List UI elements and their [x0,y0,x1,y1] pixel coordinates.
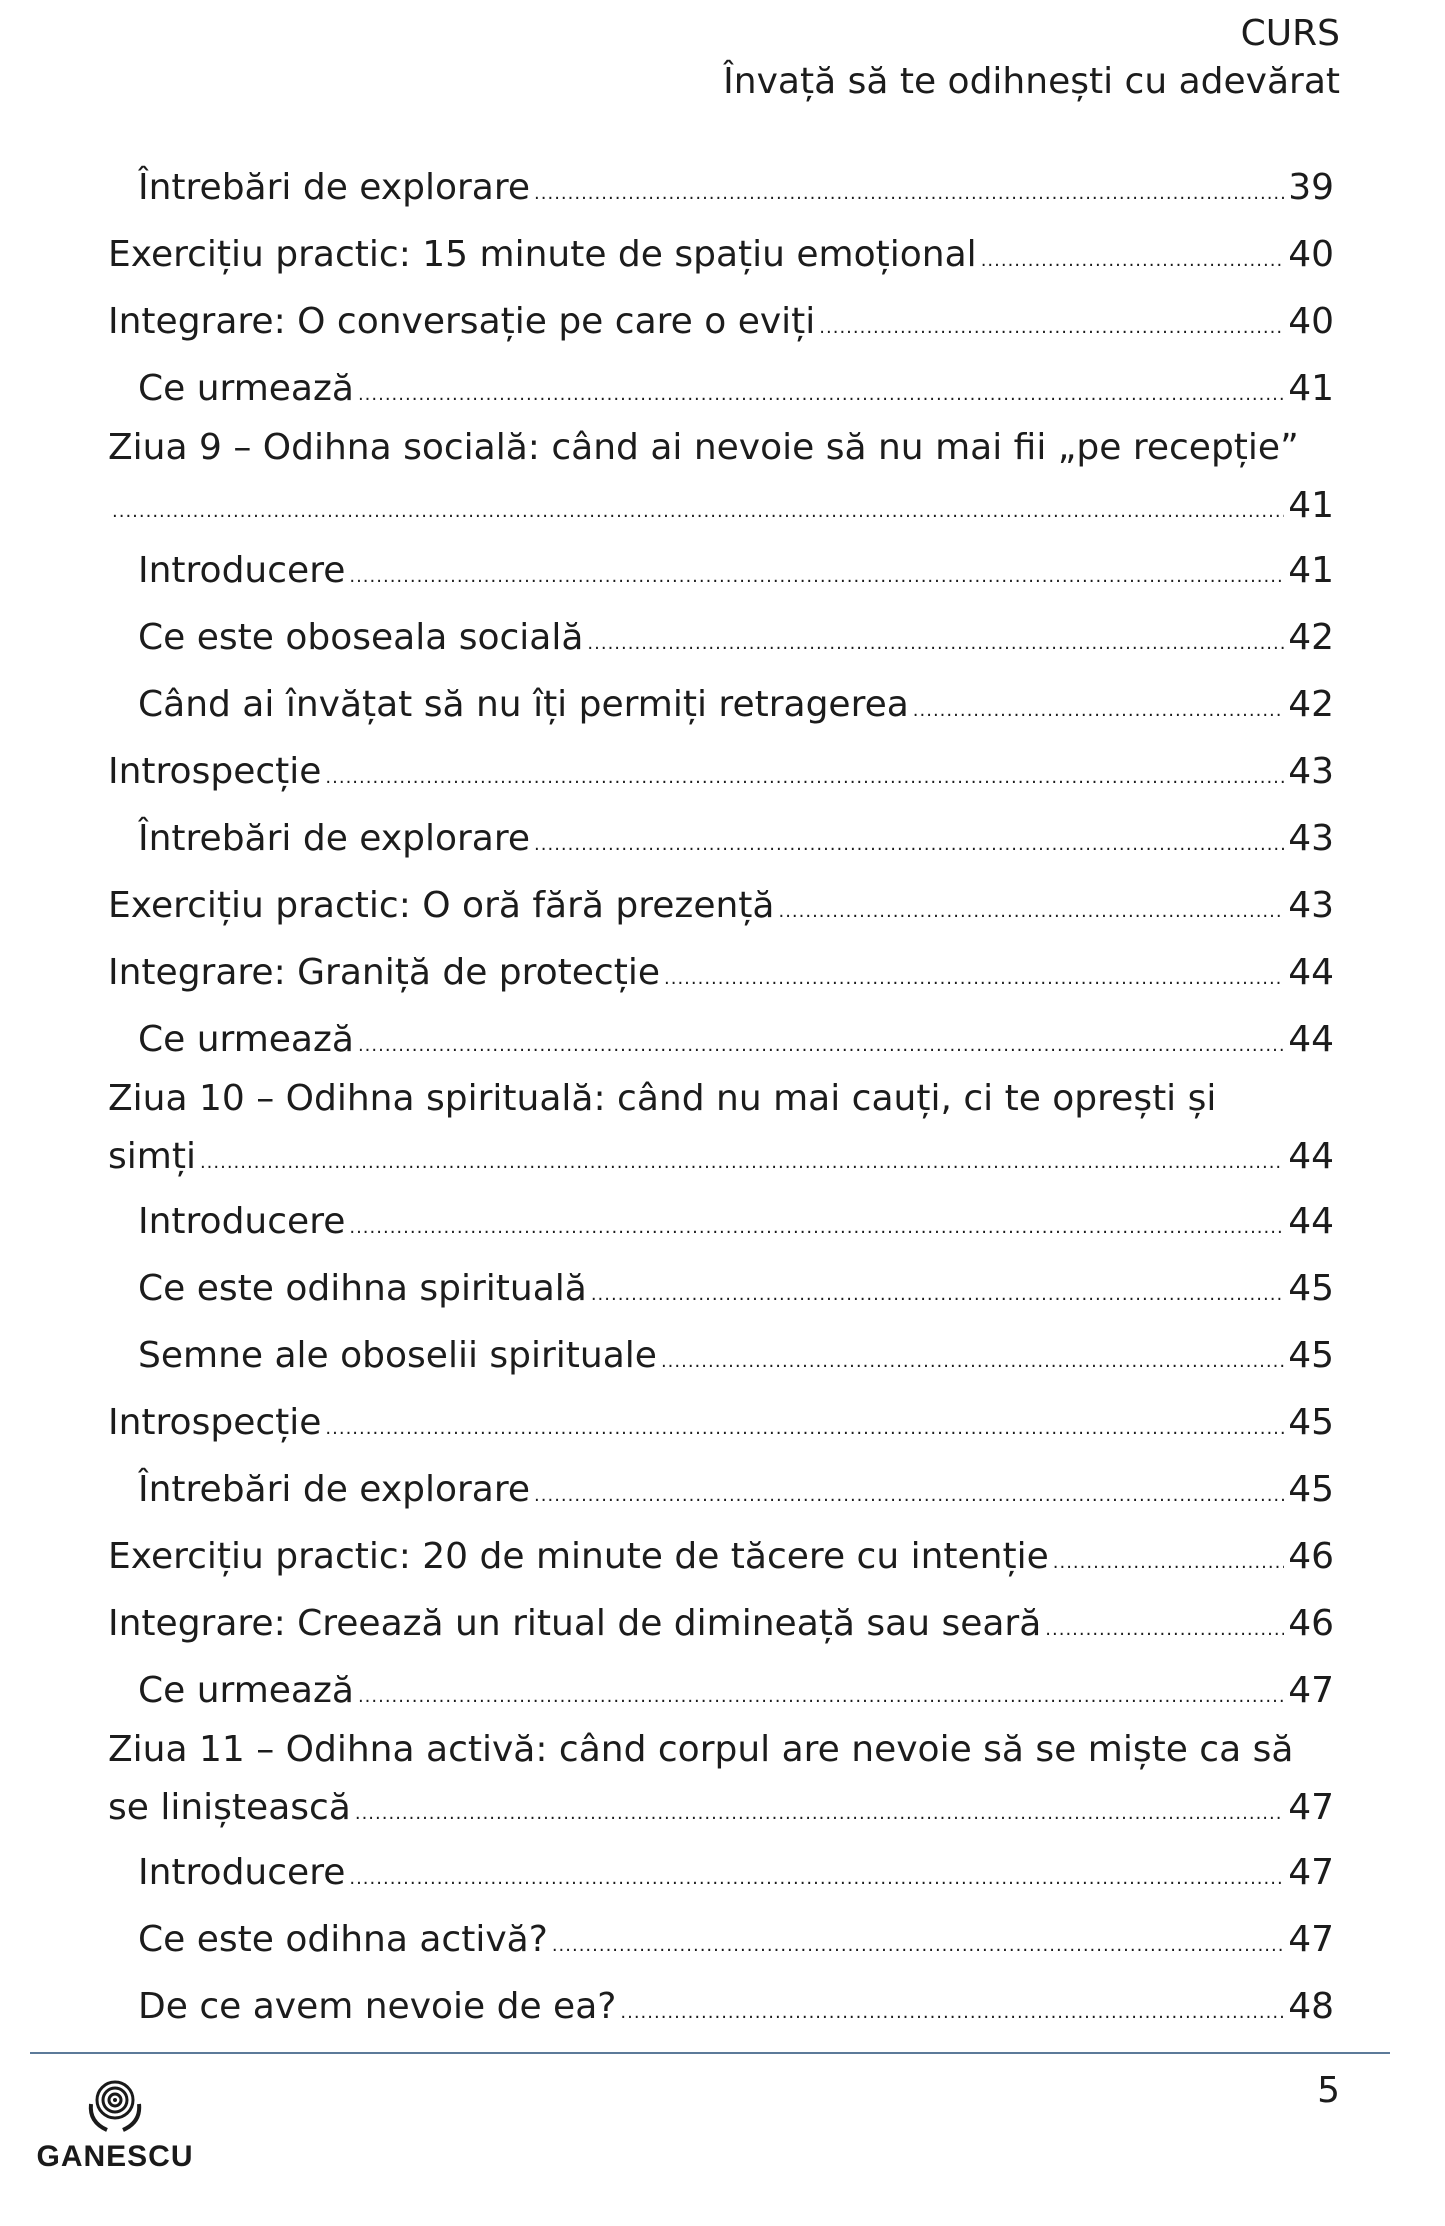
toc-entry-title: Exercițiu practic: 15 minute de spațiu emoțional [108,234,977,275]
toc-leader-dots [325,1395,1284,1462]
toc-entry-title: Întrebări de explorare [138,818,531,859]
toc-leader-dots [591,1261,1284,1328]
toc-leader-dots [913,677,1284,744]
toc-entry[interactable] [108,1839,1334,1906]
toc-entry-title: Întrebări de explorare [138,167,531,208]
toc-entry-page: 43 [1288,885,1334,926]
footer-divider [30,2052,1390,2054]
header-course-label: CURS [1240,13,1340,54]
toc-entry[interactable] [108,604,1334,671]
toc-entry-page: 47 [1288,1852,1334,1893]
toc-entry-title: Introspecție [108,751,322,792]
toc-entry-title: Introducere [138,550,346,591]
toc-entry-title: Introducere [138,1201,346,1242]
toc-leader-dots [325,744,1284,811]
toc-entry-page: 41 [1288,485,1334,526]
toc-entry[interactable] [108,1776,1334,1839]
toc-entry-page: 44 [1288,1201,1334,1242]
toc-entry[interactable] [108,355,1334,422]
toc-leader-dots [358,1012,1284,1079]
toc-entry-title: Ce urmează [138,368,354,409]
toc-entry[interactable] [108,1006,1334,1073]
toc-leader-dots [349,543,1284,610]
toc-entry-page: 43 [1288,818,1334,859]
toc-entry-page: 45 [1288,1335,1334,1376]
toc-entry-title-line: Ziua 9 – Odihna socială: când ai nevoie să nu mai fii „pe recepție” [108,427,1299,468]
toc-entry-page: 47 [1288,1787,1334,1828]
toc-entry-title: Integrare: O conversație pe care o eviți [108,301,816,342]
toc-entry-page: 47 [1288,1919,1334,1960]
toc-entry-title: Exercițiu practic: O oră fără prezență [108,885,775,926]
toc-entry-page: 44 [1288,1136,1334,1177]
toc-entry[interactable] [108,537,1334,604]
toc-leader-dots [778,878,1284,945]
toc-entry-title: Întrebări de explorare [138,1469,531,1510]
toc-entry-page: 39 [1288,167,1334,208]
page-header [723,10,1340,106]
toc-entry[interactable] [108,805,1334,872]
toc-entry[interactable] [108,221,1334,288]
toc-leader-dots [112,480,1284,543]
toc-entry-title: Integrare: Graniță de protecție [108,952,660,993]
toc-entry[interactable] [108,1523,1334,1590]
toc-leader-dots [1045,1596,1284,1663]
toc-entry[interactable] [108,154,1334,221]
toc-entry-title: simți [108,1136,196,1177]
toc-leader-dots [664,945,1284,1012]
toc-leader-dots [552,1912,1284,1979]
toc-entry-page: 42 [1288,617,1334,658]
table-of-contents [108,154,1334,2040]
toc-entry[interactable] [108,1657,1334,1724]
toc-entry[interactable] [108,1188,1334,1255]
toc-entry[interactable] [108,1906,1334,1973]
toc-leader-dots [981,227,1285,294]
toc-entry[interactable] [108,1255,1334,1322]
toc-entry-page: 45 [1288,1268,1334,1309]
toc-leader-dots [587,610,1284,677]
toc-leader-dots [358,361,1284,428]
toc-entry-page: 47 [1288,1670,1334,1711]
toc-leader-dots [661,1328,1284,1395]
toc-entry-title: Ce este odihna activă? [138,1919,548,1960]
toc-leader-dots [534,1462,1284,1529]
page-number: 5 [1317,2070,1340,2111]
toc-entry[interactable] [108,872,1334,939]
toc-entry-title: Introspecție [108,1402,322,1443]
toc-entry[interactable] [108,1322,1334,1389]
toc-entry[interactable] [108,738,1334,805]
toc-entry-page: 41 [1288,368,1334,409]
toc-entry[interactable] [108,1456,1334,1523]
toc-entry[interactable] [108,1590,1334,1657]
toc-entry-title: De ce avem nevoie de ea? [138,1986,617,2027]
toc-entry[interactable] [108,1973,1334,2040]
toc-entry[interactable] [108,1389,1334,1456]
toc-entry-page: 46 [1288,1603,1334,1644]
toc-leader-dots [1053,1529,1284,1596]
toc-entry-title: Integrare: Creează un ritual de dimineață sau seară [108,1603,1042,1644]
toc-leader-dots [349,1194,1284,1261]
toc-leader-dots [534,811,1284,878]
toc-entry-title: Introducere [138,1852,346,1893]
toc-entry-page: 41 [1288,550,1334,591]
logo-wordmark: GANESCU [36,2140,194,2173]
toc-entry-title: Când ai învățat să nu îți permiți retragerea [138,684,909,725]
publisher-logo [30,2076,200,2174]
toc-entry-page: 45 [1288,1402,1334,1443]
toc-entry-title-line: Ziua 11 – Odihna activă: când corpul are nevoie să se miște ca să [108,1729,1294,1770]
toc-leader-dots [819,294,1284,361]
toc-leader-dots [620,1979,1284,2046]
toc-entry[interactable] [108,474,1334,537]
toc-leader-dots [534,160,1284,227]
toc-entry-page: 48 [1288,1986,1334,2027]
toc-entry-page: 40 [1288,301,1334,342]
toc-entry-page: 40 [1288,234,1334,275]
toc-entry-title: Ce urmează [138,1670,354,1711]
toc-entry[interactable] [108,288,1334,355]
toc-leader-dots [358,1663,1284,1730]
toc-leader-dots [200,1131,1284,1194]
toc-entry-page: 42 [1288,684,1334,725]
spiral-hands-icon [85,2076,145,2134]
toc-entry-title: Semne ale oboselii spirituale [138,1335,657,1376]
toc-leader-dots [355,1782,1284,1845]
toc-entry-page: 44 [1288,1019,1334,1060]
toc-entry[interactable] [108,939,1334,1006]
toc-entry-title-line: Ziua 10 – Odihna spirituală: când nu mai cauți, ci te oprești și [108,1078,1217,1119]
toc-entry-page: 44 [1288,952,1334,993]
toc-entry-page: 43 [1288,751,1334,792]
header-course-title: Învață să te odihnești cu adevărat [723,61,1340,102]
toc-entry-page: 45 [1288,1469,1334,1510]
toc-entry-title: Exercițiu practic: 20 de minute de tăcere cu intenție [108,1536,1049,1577]
toc-entry-page: 46 [1288,1536,1334,1577]
toc-entry-title: Ce este odihna spirituală [138,1268,587,1309]
toc-entry[interactable] [108,671,1334,738]
toc-entry-title: Ce urmează [138,1019,354,1060]
toc-entry-title: Ce este oboseala socială [138,617,584,658]
toc-entry[interactable] [108,1125,1334,1188]
toc-leader-dots [349,1845,1284,1912]
toc-entry-title: se liniștească [108,1787,351,1828]
